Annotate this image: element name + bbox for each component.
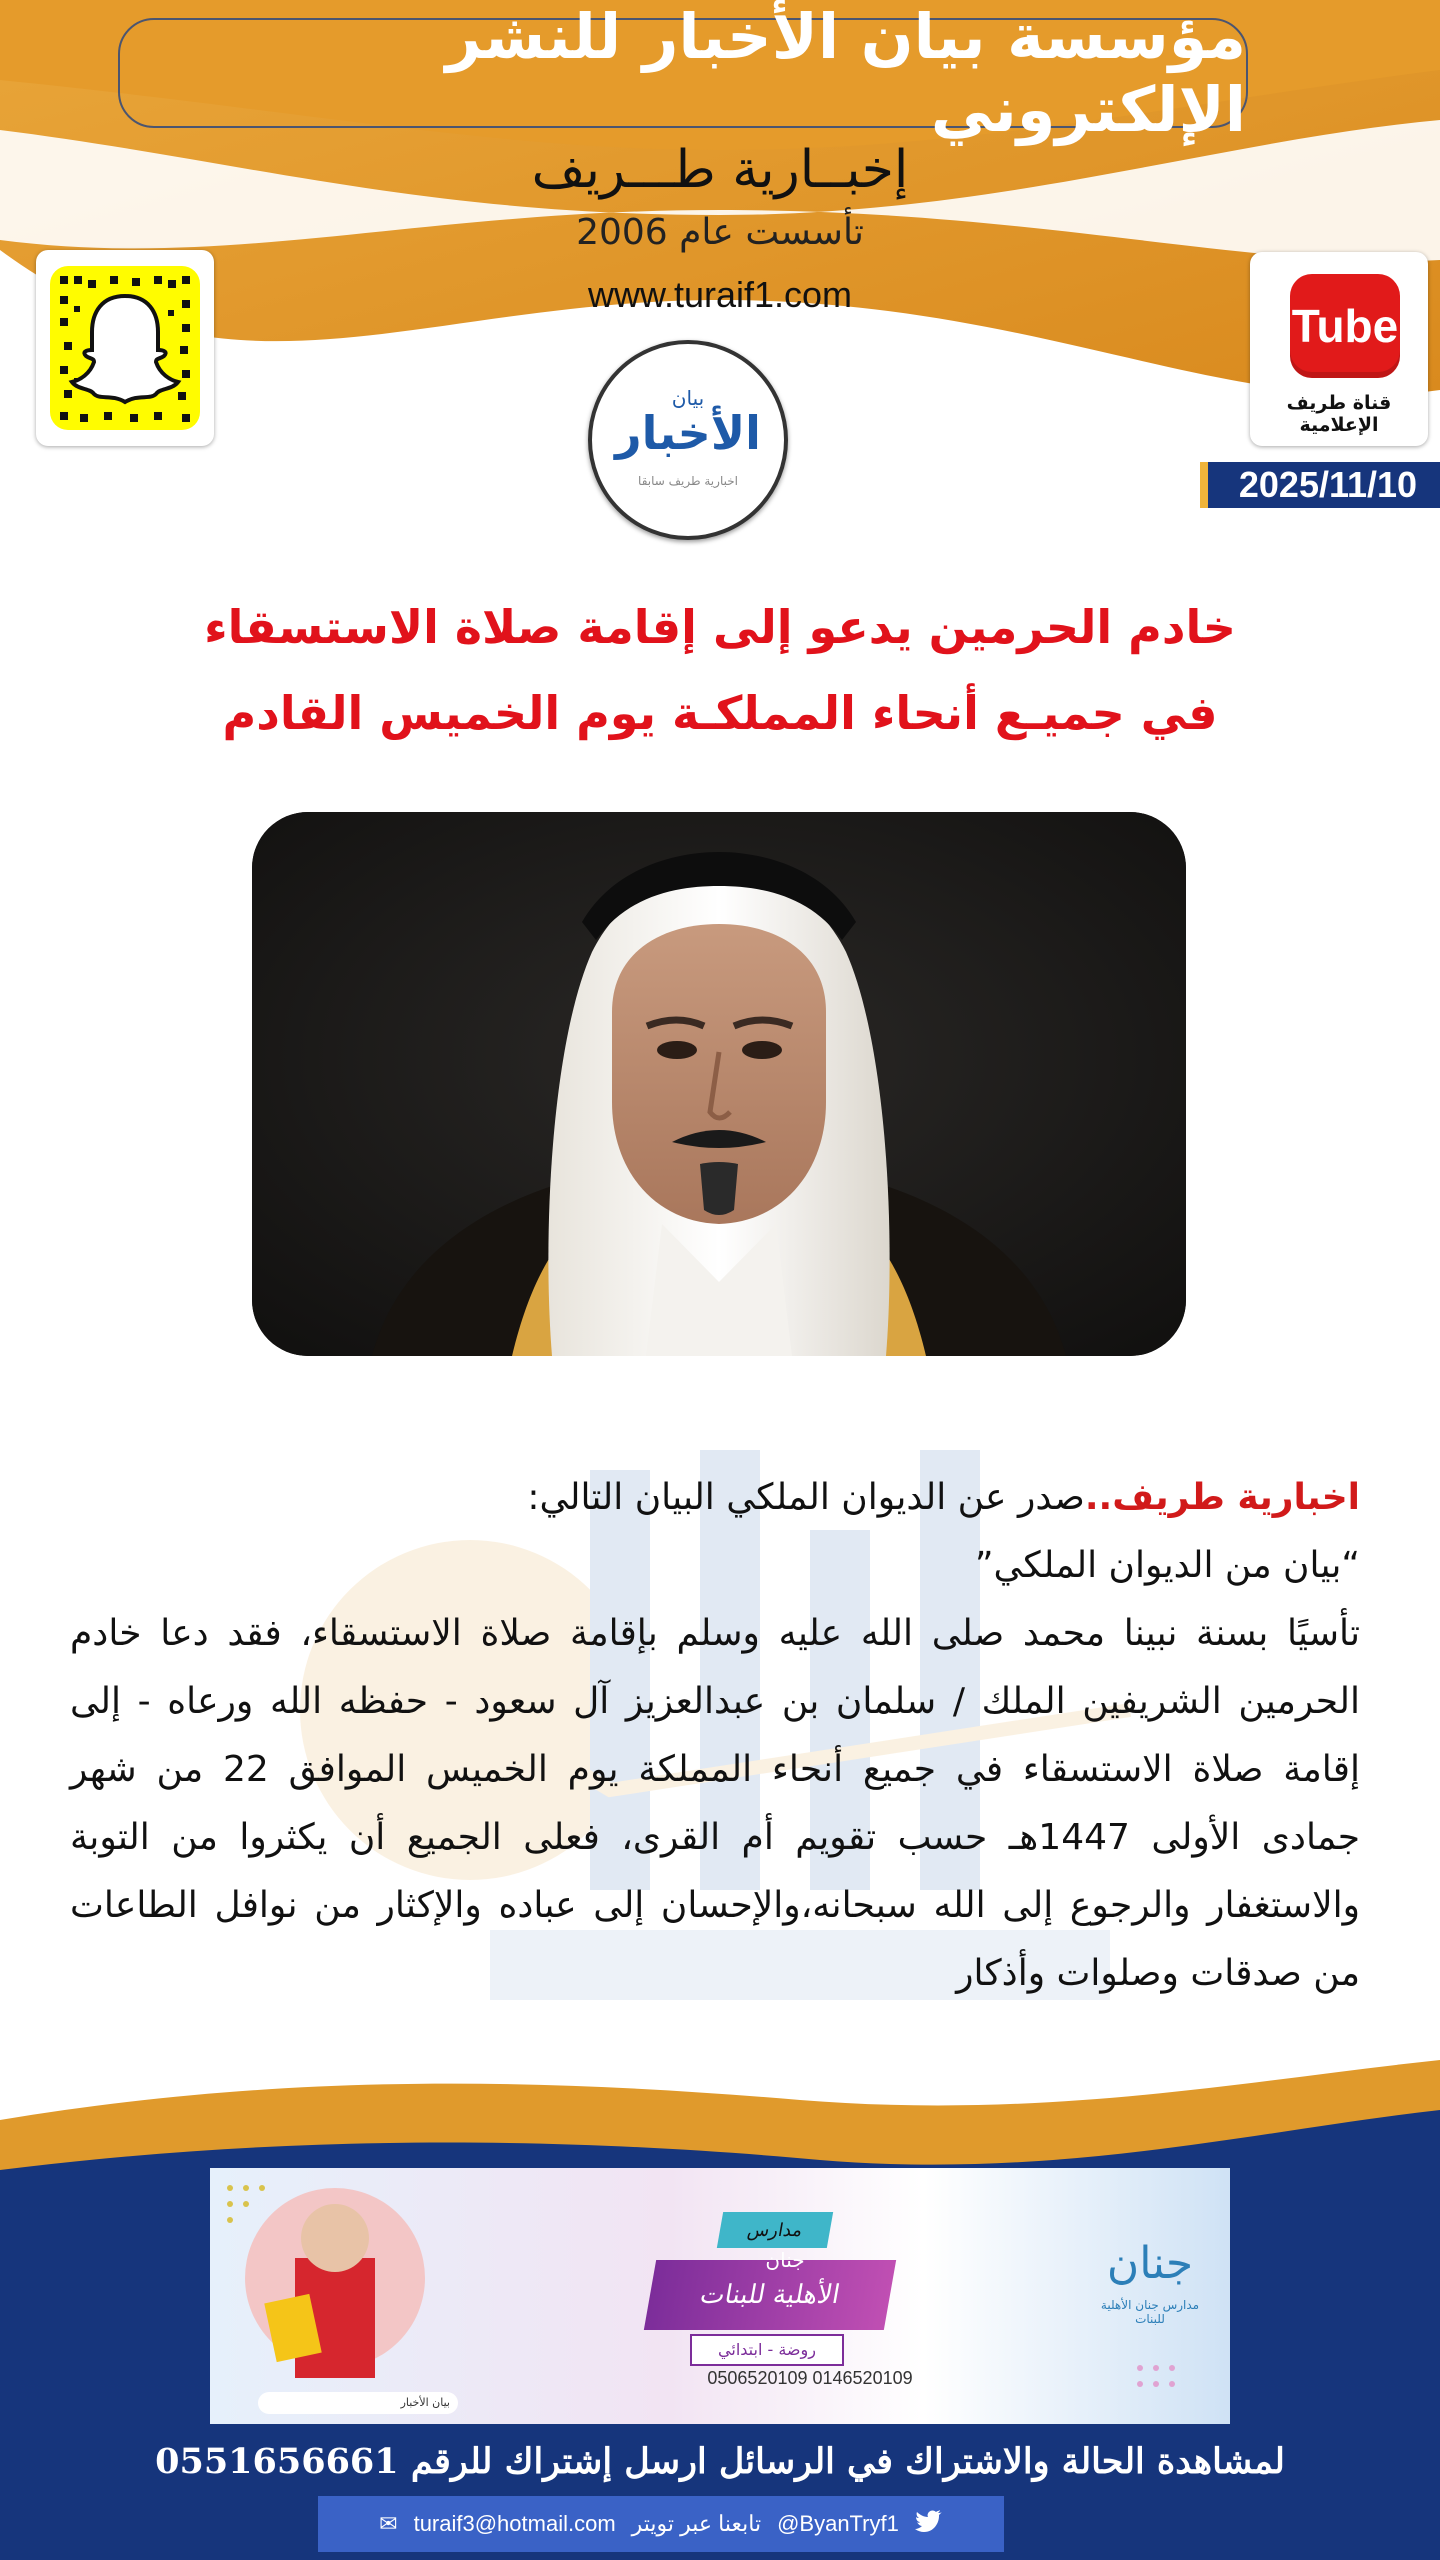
article-quote: “بيان من الديوان الملكي” bbox=[974, 1545, 1360, 1586]
ad-school-title: الأهلية للبنات bbox=[644, 2260, 896, 2330]
logo-main-text: الأخبار bbox=[615, 406, 761, 460]
headline bbox=[200, 584, 1240, 756]
ad-brand-logo: جنان bbox=[1106, 2238, 1194, 2289]
youtube-icon: Tube bbox=[1290, 274, 1400, 378]
youtube-caption: قناة طريف الإعلامية bbox=[1286, 392, 1392, 436]
subscribe-banner bbox=[146, 2432, 1294, 2490]
ad-brand-tagline: مدارس جنان الأهلية للبنات bbox=[1100, 2298, 1200, 2326]
ad-schools-label: مدارس bbox=[717, 2212, 833, 2248]
subscribe-text: لمشاهدة الحالة والاشتراك في الرسائل ارسل إشتراك للرقم 0551656661 bbox=[155, 2440, 1285, 2482]
twitter-icon bbox=[915, 2509, 943, 2539]
twitter-label: تابعنا عبر تويتر bbox=[631, 2511, 762, 2536]
article-intro bbox=[70, 1464, 1360, 1532]
logo-tagline: اخبارية طريف سابقا bbox=[638, 474, 738, 488]
ad-phones: 0506520109 0146520109 bbox=[707, 2368, 913, 2388]
article-body bbox=[70, 1464, 1360, 2008]
publish-date: 2025/11/10 bbox=[1238, 464, 1418, 505]
website-link[interactable]: www.turaif1.com bbox=[587, 274, 853, 315]
headline-line-1: خادم الحرمين يدعو إلى إقامة صلاة الاستسقاء bbox=[204, 600, 1236, 654]
org-title: مؤسسة بيان الأخبار للنشر الإلكتروني bbox=[445, 0, 1246, 146]
snapchat-code[interactable] bbox=[36, 250, 214, 446]
ad-grades: روضة - ابتدائي bbox=[690, 2334, 844, 2366]
ad-jinan-title: جنان bbox=[765, 2248, 805, 2272]
headline-line-2: في جميـع أنحاء المملكـة يوم الخميس القادم bbox=[222, 686, 1218, 740]
founded-year: تأسست عام 2006 bbox=[576, 212, 864, 253]
contact-email[interactable]: turaif3@hotmail.com bbox=[413, 2511, 616, 2536]
site-logo bbox=[588, 340, 788, 540]
ad-banner[interactable] bbox=[210, 2168, 1230, 2424]
date-badge bbox=[1200, 462, 1440, 508]
email-icon: ✉ bbox=[379, 2511, 398, 2536]
article-photo bbox=[252, 812, 1186, 1356]
logo-small-text: بيان bbox=[671, 386, 705, 410]
brand-name: إخبــارية طـــريف bbox=[531, 140, 909, 200]
follow-bar bbox=[318, 2496, 1004, 2552]
youtube-channel[interactable] bbox=[1250, 252, 1428, 446]
article-paragraph: تأسيًا بسنة نبينا محمد صلى الله عليه وسلم بإقامة صلاة الاستسقاء، فقد دعا خادم الحرمين الشريفين الملك / سلمان بن عبدالعزيز آل سعود - حفظه الله ورعاه - إلى إقامة صلاة الاستسقاء في جميع أنحاء المملكة يوم الخميس الموافق 22 من شهر جمادى الأولى 1447هـ حسب تقويم أم القرى، فعلى الجميع أن يكثروا من التوبة والاستغفار والرجوع إلى الله سبحانه،والإحسان إلى عباده والإكثار من نوافل الطاعات من صدقات وصلوات وأذكار bbox=[70, 1613, 1360, 1994]
article-intro-text: صدر عن الديوان الملكي البيان التالي: bbox=[527, 1477, 1085, 1518]
twitter-handle[interactable]: @ByanTryf1 bbox=[777, 2511, 899, 2536]
header-title-banner bbox=[118, 0, 1248, 146]
article-lead: اخبارية طريف.. bbox=[1084, 1477, 1360, 1518]
ad-social-bar: بيان الأخبار bbox=[258, 2392, 458, 2414]
snapchat-icon bbox=[50, 266, 200, 430]
